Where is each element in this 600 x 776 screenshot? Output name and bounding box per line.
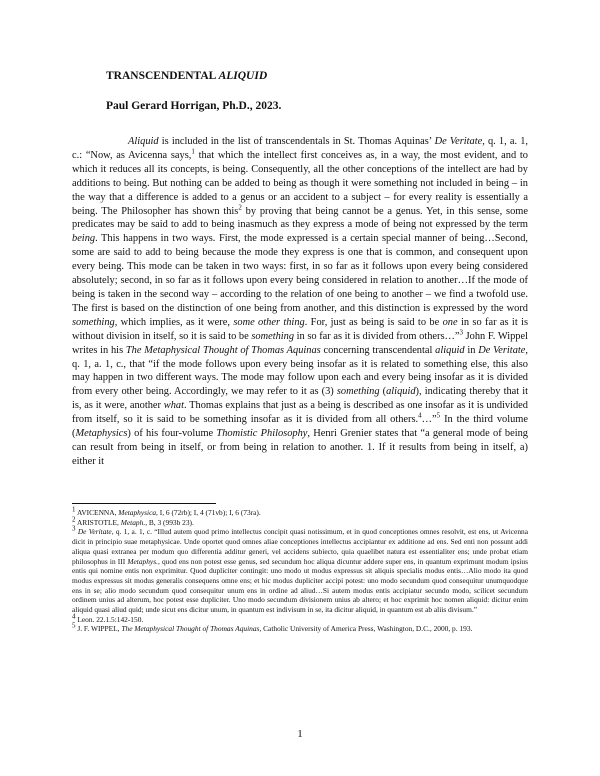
text-run: by proving that being cannot be a genus. Yet, in this sense, some predicates may be said to add to being inasmuch as they express a mode of being not expressed by the term xyxy=(72,205,528,231)
text-run: , q. 1, a. 1, c.: “Now, as Avicenna says, xyxy=(72,136,529,161)
italic-text: The Metaphysical Thought of Thomas Aquinas xyxy=(125,344,321,356)
text-run: , Catholic University of America Press, Washington, D.C., 2000, p. 193. xyxy=(259,624,473,634)
text-run: ) of his four-volume xyxy=(127,428,217,440)
italic-text: aliquid xyxy=(386,386,416,398)
text-run: is included in the list of transcendentals in St. Thomas Aquinas’ xyxy=(158,136,435,147)
text-run: in so far as it is without division in itself, so it is said to be xyxy=(72,316,528,342)
text-run: Leon. 22.1.5:142-150. xyxy=(75,614,144,624)
italic-text: De Veritate xyxy=(478,344,526,356)
footnote-reference: 5 xyxy=(72,621,76,630)
footnote-reference: 5 xyxy=(436,411,441,420)
text-run: in so far as it is divided from others…” xyxy=(294,330,460,342)
text-run: , which implies, as it were, xyxy=(114,316,234,328)
text-run: in xyxy=(464,344,479,356)
footnote-reference: 4 xyxy=(72,612,76,621)
footnote-1 xyxy=(72,505,528,518)
italic-text: Aliquid xyxy=(128,136,159,147)
text-run: In the third volume ( xyxy=(72,414,528,440)
text-run: ), indicating thereby that it is, as it were, another xyxy=(72,386,529,412)
text-run: . For, just as being is said to be xyxy=(304,316,443,328)
italic-text: De Veritate xyxy=(434,136,483,147)
italic-text: Thomistic Philosophy xyxy=(216,428,308,440)
text-run: . This happens in two ways. First, the mode expressed is a certain special manner of being…Second, some are said to add to being because the mode they express is one that is common, and consequent upon every being. This mode can be taken in two ways: first, in so far as it follows upon every being considered absolutely; second, in so far as it follows upon every being considered in relation to another…If the mode of being is taken in the second way – according to the relation of one being to another – we find a twofold use. The first is based on the distinction of one being from another, and this distinction is expressed by the word xyxy=(72,233,528,314)
text-run: …” xyxy=(421,414,437,426)
italic-text: being xyxy=(72,233,96,245)
footnote-reference: 1 xyxy=(72,505,76,514)
main-paragraph xyxy=(72,135,528,469)
title-text: TRANSCENDENTAL xyxy=(106,70,219,82)
text-run: , q. 1, a. 1, c., that “if the mode follows upon every being insofar as it is related to something else, this also may happen in two different ways. The mode may follow upon each and every being insofar as it is divided from every other being. Accordingly, we may refer to it as (3) xyxy=(72,344,528,398)
text-run: , q. 1, a. 1, c. “Illud autem quod primo intellectus concipit quasi notissimum, et in quod conceptiones omnes resolvit, est ens, ut Avicenna dicit in principio suae metaphysicae. Unde oportet quod omnes aliae conceptiones intellectus accipiantur ex additione ad ens. Sed enti non possunt addi aliqua quasi extranea per modum quo differentia additur generi, vel accidens subiecto, quia quaelibet natura est essentialiter ens; unde probat etiam philosophus in III xyxy=(72,527,528,566)
italic-text: something xyxy=(336,386,380,398)
italic-text: something xyxy=(251,330,295,342)
text-run: AVICENNA, xyxy=(75,508,119,517)
italic-text: The Metaphysical Thought of Thomas Aquinas xyxy=(121,624,260,634)
text-run: concerning transcendental xyxy=(320,344,436,356)
page-number: 1 xyxy=(297,728,303,740)
text-run: that which the intellect first conceives as, in a way, the most evident, and to which it reduces all its concepts, is being. Consequently, all the other conceptions of the intellect are had by additions to being. But nothing can be added to being as though it were something not included in being – in the way that a difference is added to a genus or an accident to a subject – for every reality is essentially a being. The Philosopher has shown this xyxy=(72,149,528,217)
footnote-2 xyxy=(72,515,528,528)
italic-text: one xyxy=(442,316,458,328)
footnote-reference: 1 xyxy=(191,147,195,156)
title-italic-text: ALIQUID xyxy=(218,70,268,82)
italic-text: Metaphys. xyxy=(127,556,158,566)
footnote-4 xyxy=(72,612,528,625)
footnote-separator xyxy=(72,503,216,504)
text-run: ( xyxy=(379,386,387,398)
footnote-3 xyxy=(72,524,528,615)
footnote-reference: 4 xyxy=(418,411,422,420)
italic-text: what xyxy=(163,400,184,412)
italic-text: De Veritate xyxy=(77,527,112,537)
italic-text: Metaphysica xyxy=(118,508,157,517)
footnote-5 xyxy=(72,621,528,634)
text-run: . Thomas explains that just as a being is described as one insofar as it is undivided from itself, so it is said to be something insofar as it is divided from all others. xyxy=(72,400,528,426)
paper-title xyxy=(106,70,267,82)
text-run: John F. Wippel writes in his xyxy=(72,330,528,356)
italic-text: some other thing xyxy=(233,316,305,328)
footnote-reference: 3 xyxy=(72,524,76,533)
footnotes xyxy=(72,505,528,634)
footnote-reference: 2 xyxy=(72,515,76,524)
footnote-reference: 3 xyxy=(459,328,464,337)
text-run: , B, 3 (993b 23). xyxy=(145,517,194,527)
italic-text: Metaph. xyxy=(120,517,146,527)
text-run: J. F. WIPPEL, xyxy=(75,624,122,634)
footnote-reference: 2 xyxy=(238,203,242,212)
italic-text: aliquid xyxy=(435,344,465,356)
italic-text: something xyxy=(72,316,115,328)
author-line: Paul Gerard Horrigan, Ph.D., 2023. xyxy=(106,100,282,112)
text-run: , I, 6 (72rb); I, 4 (71vb); I, 6 (73ra). xyxy=(156,508,261,517)
text-run: , Henri Grenier states that “a general mode of being can result from being in itself, or from being in relation to another. 1. If it results from being in itself, a) either it xyxy=(72,428,528,467)
text-run: , quod ens non potest esse genus, sed secundum hoc aliqua dicuntur addere super ens, in quantum exprimunt modum ipsius entis qui nomine entis non exprimitur. Quod dupliciter contingit: uno modo ut modus expressus sit aliquis specialis modus entis…Alio modo ita quod modus expressus sit modus generalis consequens omne ens; et hic modus dupliciter accipi potest: uno modo secundum quod consequitur unumquodque ens in se; alio modo secundum quod consequitur unum ens in ordine ad aliud…Si autem modus entis accipiatur secundo modo, scilicet secundum ordinem unius ad alterum, hoc potest esse dupliciter. Uno modo secundum divisionem unius ab altero; et hoc exprimit hoc nomen aliquid: dicitur enim aliquid quasi aliud quid; unde sicut ens dicitur unum, in quantum est indivisum in se, ita dicitur aliquid, in quantum est ab aliis divisum.” xyxy=(72,556,528,615)
italic-text: Metaphysics xyxy=(75,428,128,440)
text-run: ARISTOTLE, xyxy=(75,517,121,527)
